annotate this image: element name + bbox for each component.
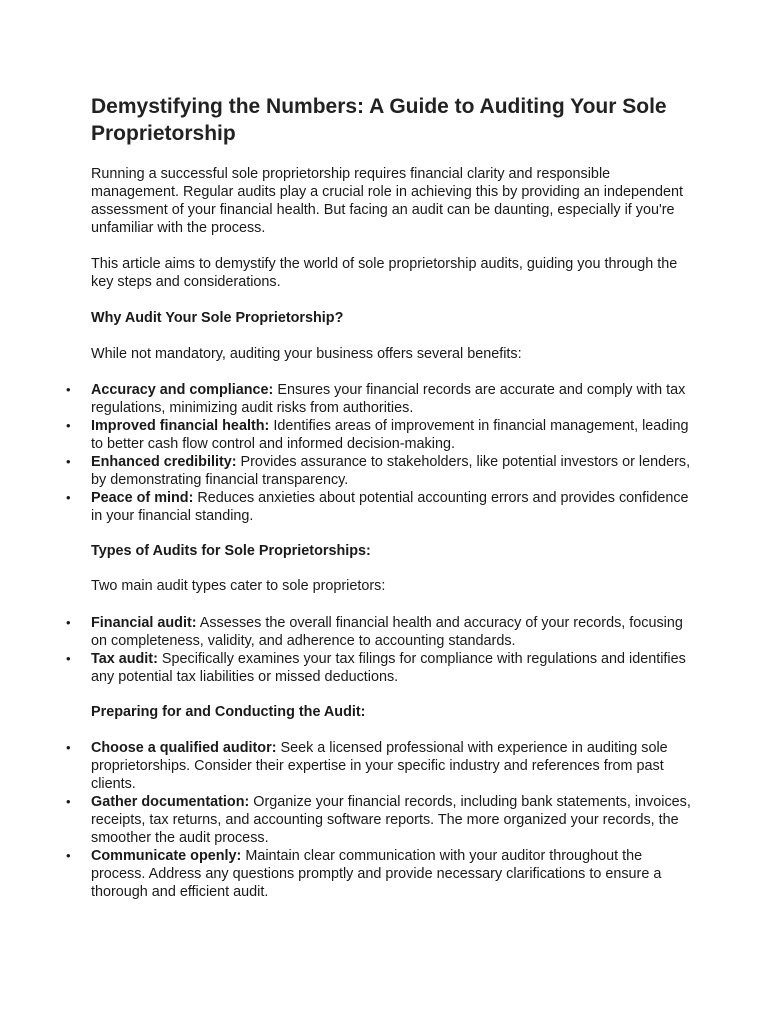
section-heading-audit-types: Types of Audits for Sole Proprietorships: <box>91 543 371 559</box>
list-item-term: Enhanced credibility: <box>91 454 237 470</box>
list-item-term: Gather documentation: <box>91 794 250 810</box>
bullet-icon: • <box>66 794 71 809</box>
bullet-icon: • <box>66 490 71 505</box>
bullet-icon: • <box>66 418 71 433</box>
intro-paragraph-1: Running a successful sole proprietorship requires financial clarity and responsible management. Regular audits play a crucial role in achieving this by providing an independent assessment of your financial health. But facing an audit can be daunting, especially if you're unfamiliar with the process. <box>91 166 683 236</box>
section-heading-preparing: Preparing for and Conducting the Audit: <box>91 704 366 720</box>
list-item <box>66 847 691 901</box>
list-item-term: Tax audit: <box>91 651 158 667</box>
list-item-text: Specifically examines your tax filings for compliance with regulations and identifies any potential tax liabilities or missed deductions. <box>91 651 686 685</box>
intro-paragraph-2: This article aims to demystify the world of sole proprietorship audits, guiding you through the key steps and considerations. <box>91 256 678 290</box>
section-lead-audit-types: Two main audit types cater to sole proprietors: <box>91 578 386 594</box>
list-item-term: Peace of mind: <box>91 490 194 506</box>
bullet-icon: • <box>66 651 71 666</box>
list-item-text: Provides assurance to stakeholders, like potential investors or lenders, by demonstrating financial transparency. <box>91 454 691 488</box>
list-item <box>66 489 691 525</box>
section-lead-why-audit: While not mandatory, auditing your business offers several benefits: <box>91 346 522 362</box>
list-item-text: Reduces anxieties about potential accounting errors and provides confidence in your financial standing. <box>91 490 689 524</box>
list-item <box>66 381 691 417</box>
list-item-term: Accuracy and compliance: <box>91 382 274 398</box>
audit-types-list <box>66 614 691 686</box>
bullet-icon: • <box>66 615 71 630</box>
list-item-term: Improved financial health: <box>91 418 270 434</box>
bullet-icon: • <box>66 454 71 469</box>
list-item-term: Communicate openly: <box>91 848 242 864</box>
list-item-text: Ensures your financial records are accurate and comply with tax regulations, minimizing audit risks from authorities. <box>91 382 686 416</box>
list-item-text: Assesses the overall financial health and accuracy of your records, focusing on completeness, validity, and adherence to accounting standards. <box>91 615 683 649</box>
list-item-text: Seek a licensed professional with experience in auditing sole proprietorships. Consider their expertise in your specific industry and references from past clients. <box>91 740 668 792</box>
section-heading-why-audit: Why Audit Your Sole Proprietorship? <box>91 310 344 326</box>
benefits-list <box>66 381 691 525</box>
bullet-icon: • <box>66 740 71 755</box>
list-item <box>66 793 691 847</box>
list-item <box>66 650 691 686</box>
page-title: Demystifying the Numbers: A Guide to Auditing Your Sole Proprietorship <box>91 95 667 145</box>
list-item-term: Choose a qualified auditor: <box>91 740 277 756</box>
list-item-text: Organize your financial records, including bank statements, invoices, receipts, tax returns, and accounting software reports. The more organized your records, the smoother the audit process. <box>91 794 691 846</box>
bullet-icon: • <box>66 382 71 397</box>
list-item <box>66 739 691 793</box>
list-item-term: Financial audit: <box>91 615 197 631</box>
list-item <box>66 614 691 650</box>
list-item <box>66 417 691 453</box>
bullet-icon: • <box>66 848 71 863</box>
list-item <box>66 453 691 489</box>
preparation-list <box>66 739 691 901</box>
list-item-text: Identifies areas of improvement in financial management, leading to better cash flow control and informed decision-making. <box>91 418 689 452</box>
list-item-text: Maintain clear communication with your auditor throughout the process. Address any questions promptly and provide necessary clarifications to ensure a thorough and efficient audit. <box>91 848 662 900</box>
